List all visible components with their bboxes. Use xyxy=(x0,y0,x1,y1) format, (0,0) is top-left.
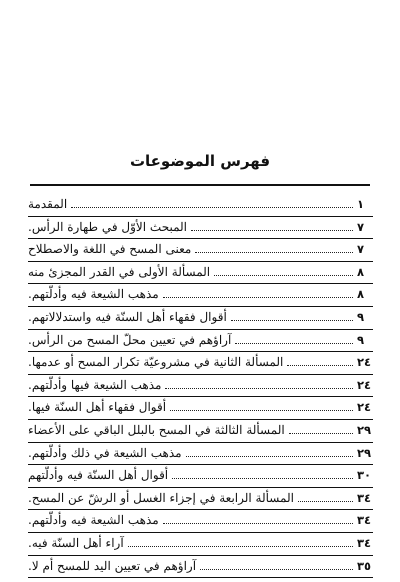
toc-entry-title: المبحث الأوّل في طهارة الرأس. xyxy=(28,219,187,234)
toc-entry[interactable] xyxy=(28,420,373,443)
toc-entry-title: مذهب الشيعة فيه وأدلّتهم. xyxy=(28,287,159,302)
toc-entry[interactable] xyxy=(28,556,373,579)
toc-entry[interactable] xyxy=(28,217,373,240)
dot-leader xyxy=(231,311,353,321)
toc-entry-page: ٢٩ xyxy=(357,422,372,437)
toc-entry[interactable] xyxy=(28,352,373,375)
dot-leader xyxy=(170,401,353,411)
toc-entry[interactable] xyxy=(28,330,373,353)
toc-entry[interactable] xyxy=(28,262,373,285)
dot-leader xyxy=(165,379,353,389)
toc-entry-title: المسألة الرابعة في إجزاء الغسل أو الرشّ عن المسح. xyxy=(28,490,294,505)
toc-entry[interactable] xyxy=(28,443,373,466)
dot-leader xyxy=(200,560,353,570)
dot-leader xyxy=(191,221,353,231)
toc-entry[interactable] xyxy=(28,375,373,398)
toc-entry-title: المقدمة xyxy=(28,197,68,211)
toc-entry-title: المسألة الثانية في مشروعيّة تكرار المسح أو عدمها. xyxy=(28,355,284,370)
dot-leader xyxy=(163,514,353,524)
toc-entry-page: ٧ xyxy=(357,242,365,257)
toc-entry-page: ٢٩ xyxy=(357,445,372,460)
toc-entry-page: ٩ xyxy=(357,332,365,347)
toc-entry-page: ٨ xyxy=(357,264,365,279)
dot-leader xyxy=(71,198,353,208)
toc-entry-title: أقوال فقهاء أهل السنّة فيها. xyxy=(28,400,167,415)
dot-leader xyxy=(289,424,353,434)
toc-entry-title: آراء أهل السنّة فيه. xyxy=(28,535,124,550)
toc-entry-page: ١ xyxy=(357,197,365,211)
dot-leader xyxy=(186,447,353,457)
toc-entry[interactable] xyxy=(28,533,373,556)
toc-entry-title: معنى المسح في اللغة والاصطلاح xyxy=(28,242,192,257)
toc-entry[interactable] xyxy=(28,239,373,262)
toc-entry-page: ٣٠ xyxy=(357,468,372,483)
dot-leader xyxy=(163,288,353,298)
dot-leader xyxy=(195,243,353,253)
toc-entry-title: آراؤهم في تعيين اليد للمسح أم لا. xyxy=(28,558,197,573)
toc-entry-title: المسألة الأولى في القدر المجزئ منه xyxy=(28,264,211,279)
toc-entry-title: أقوال أهل السنّة فيه وأدلّتهم xyxy=(28,468,169,483)
toc-entry-page: ٢٤ xyxy=(357,355,372,370)
toc-entry-page: ٣٤ xyxy=(357,490,372,505)
toc-entry-page: ٢٤ xyxy=(357,400,372,415)
toc-entry-title: أقوال فقهاء أهل السنّة فيه واستدلالاتهم. xyxy=(28,309,227,324)
toc-entry-title: آراؤهم في تعيين محلّ المسح من الرأس. xyxy=(28,332,232,347)
title-divider xyxy=(30,184,370,186)
toc-entry-page: ٩ xyxy=(357,309,365,324)
toc-entry-page: ٣٤ xyxy=(357,513,372,528)
toc-entry-page: ٢٤ xyxy=(357,377,372,392)
table-of-contents xyxy=(28,194,373,578)
toc-entry[interactable] xyxy=(28,465,373,488)
dot-leader xyxy=(172,469,353,479)
toc-entry-page: ٧ xyxy=(357,219,365,234)
toc-entry-page: ٣٥ xyxy=(357,558,372,573)
toc-entry-page: ٣٤ xyxy=(357,535,372,550)
dot-leader xyxy=(128,537,353,547)
dot-leader xyxy=(298,492,353,502)
dot-leader xyxy=(214,266,353,276)
dot-leader xyxy=(235,334,353,344)
toc-entry-page: ٨ xyxy=(357,287,365,302)
page-title: فهرس الموضوعات xyxy=(129,152,271,170)
toc-entry[interactable] xyxy=(28,397,373,420)
toc-entry-title: مذهب الشيعة فيه وأدلّتهم. xyxy=(28,513,159,528)
toc-entry[interactable] xyxy=(28,194,373,217)
dot-leader xyxy=(287,356,353,366)
toc-entry[interactable] xyxy=(28,307,373,330)
toc-entry-title: مذهب الشيعة فيها وأدلّتهم. xyxy=(28,377,162,392)
toc-entry[interactable] xyxy=(28,488,373,511)
toc-entry[interactable] xyxy=(28,510,373,533)
toc-entry[interactable] xyxy=(28,284,373,307)
toc-entry-title: المسألة الثالثة في المسح بالبلل الباقي على الأعضاء xyxy=(28,422,285,437)
toc-entry-title: مذهب الشيعة في ذلك وأدلّتهم. xyxy=(28,445,182,460)
